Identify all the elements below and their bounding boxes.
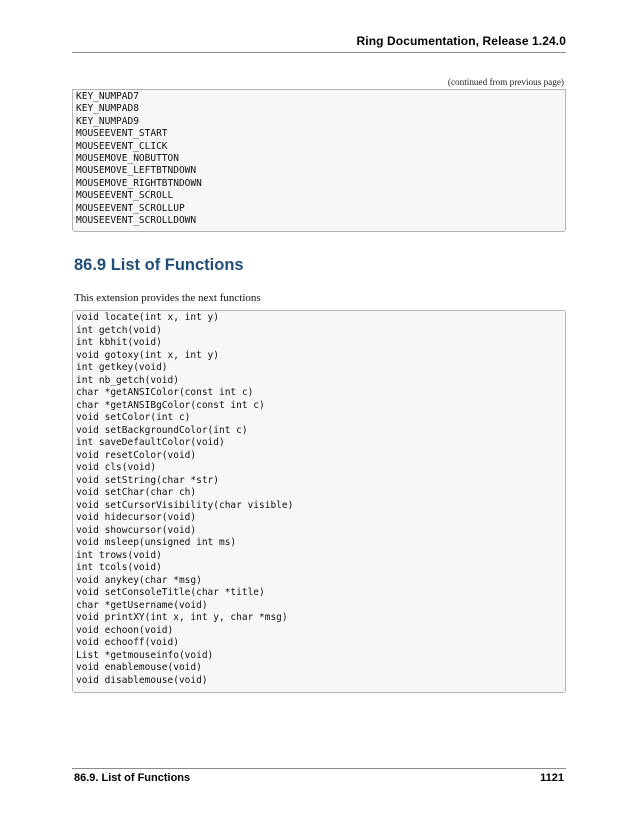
code-line: void locate(int x, int y) (76, 312, 219, 323)
code-line: KEY_NUMPAD9 (76, 115, 139, 127)
code-line: MOUSEEVENT_CLICK (76, 140, 168, 152)
code-line: void setBackgroundColor(int c) (76, 424, 248, 436)
header-divider (72, 52, 566, 53)
code-line: MOUSEMOVE_NOBUTTON (76, 153, 179, 164)
code-line: void setChar(char ch) (76, 487, 197, 498)
code-line: MOUSEEVENT_SCROLL (76, 190, 174, 202)
code-line: void cls(void) (76, 462, 157, 473)
section-heading: 86.9 List of Functions (74, 256, 244, 274)
section-intro-text: This extension provides the next functions (74, 292, 261, 304)
footer-section-label: 86.9. List of Functions (74, 772, 191, 784)
code-line: MOUSEEVENT_SCROLLDOWN (76, 215, 197, 226)
code-line: List *getmouseinfo(void) (76, 649, 214, 661)
code-block-constants (72, 89, 566, 232)
code-line: void echoon(void) (76, 624, 174, 636)
code-line: void showcursor(void) (76, 524, 197, 536)
code-line: void setColor(int c) (76, 412, 191, 423)
code-line: KEY_NUMPAD7 (76, 91, 139, 102)
code-line: void echooff(void) (76, 637, 179, 648)
code-line: MOUSEEVENT_SCROLLUP (76, 202, 185, 214)
code-line: void setString(char *str) (76, 474, 219, 486)
code-line: char *getANSIBgColor(const int c) (76, 399, 265, 411)
code-line: void anykey(char *msg) (76, 574, 202, 586)
running-header-title: Ring Documentation, Release 1.24.0 (356, 34, 566, 48)
code-line: void hidecursor(void) (76, 512, 197, 523)
code-line: int getch(void) (76, 324, 162, 336)
footer-divider (72, 768, 566, 769)
code-line: int kbhit(void) (76, 337, 162, 348)
code-line: int tcols(void) (76, 562, 162, 573)
code-line: MOUSEMOVE_RIGHTBTNDOWN (76, 177, 202, 189)
continued-note: (continued from previous page) (447, 77, 564, 87)
code-line: void gotoxy(int x, int y) (76, 349, 219, 361)
code-line: void resetColor(void) (76, 449, 197, 461)
code-line: char *getANSIColor(const int c) (76, 387, 254, 398)
code-line: MOUSEMOVE_LEFTBTNDOWN (76, 165, 197, 177)
footer-page-number: 1121 (540, 772, 564, 784)
code-line: void enablemouse(void) (76, 662, 202, 673)
code-line: KEY_NUMPAD8 (76, 103, 139, 115)
code-line: int trows(void) (76, 549, 162, 561)
code-line: void setCursorVisibility(char visible) (76, 499, 294, 511)
code-line: MOUSEEVENT_START (76, 128, 168, 140)
code-line: int getkey(void) (76, 362, 168, 373)
code-line: int nb_getch(void) (76, 374, 179, 386)
code-line: int saveDefaultColor(void) (76, 437, 225, 448)
code-line: void printXY(int x, int y, char *msg) (76, 612, 288, 623)
code-line: void disablemouse(void) (76, 674, 208, 686)
code-line: void setConsoleTitle(char *title) (76, 587, 265, 598)
code-line: void msleep(unsigned int ms) (76, 537, 237, 548)
code-block-functions (72, 310, 566, 693)
code-line: char *getUsername(void) (76, 599, 208, 611)
